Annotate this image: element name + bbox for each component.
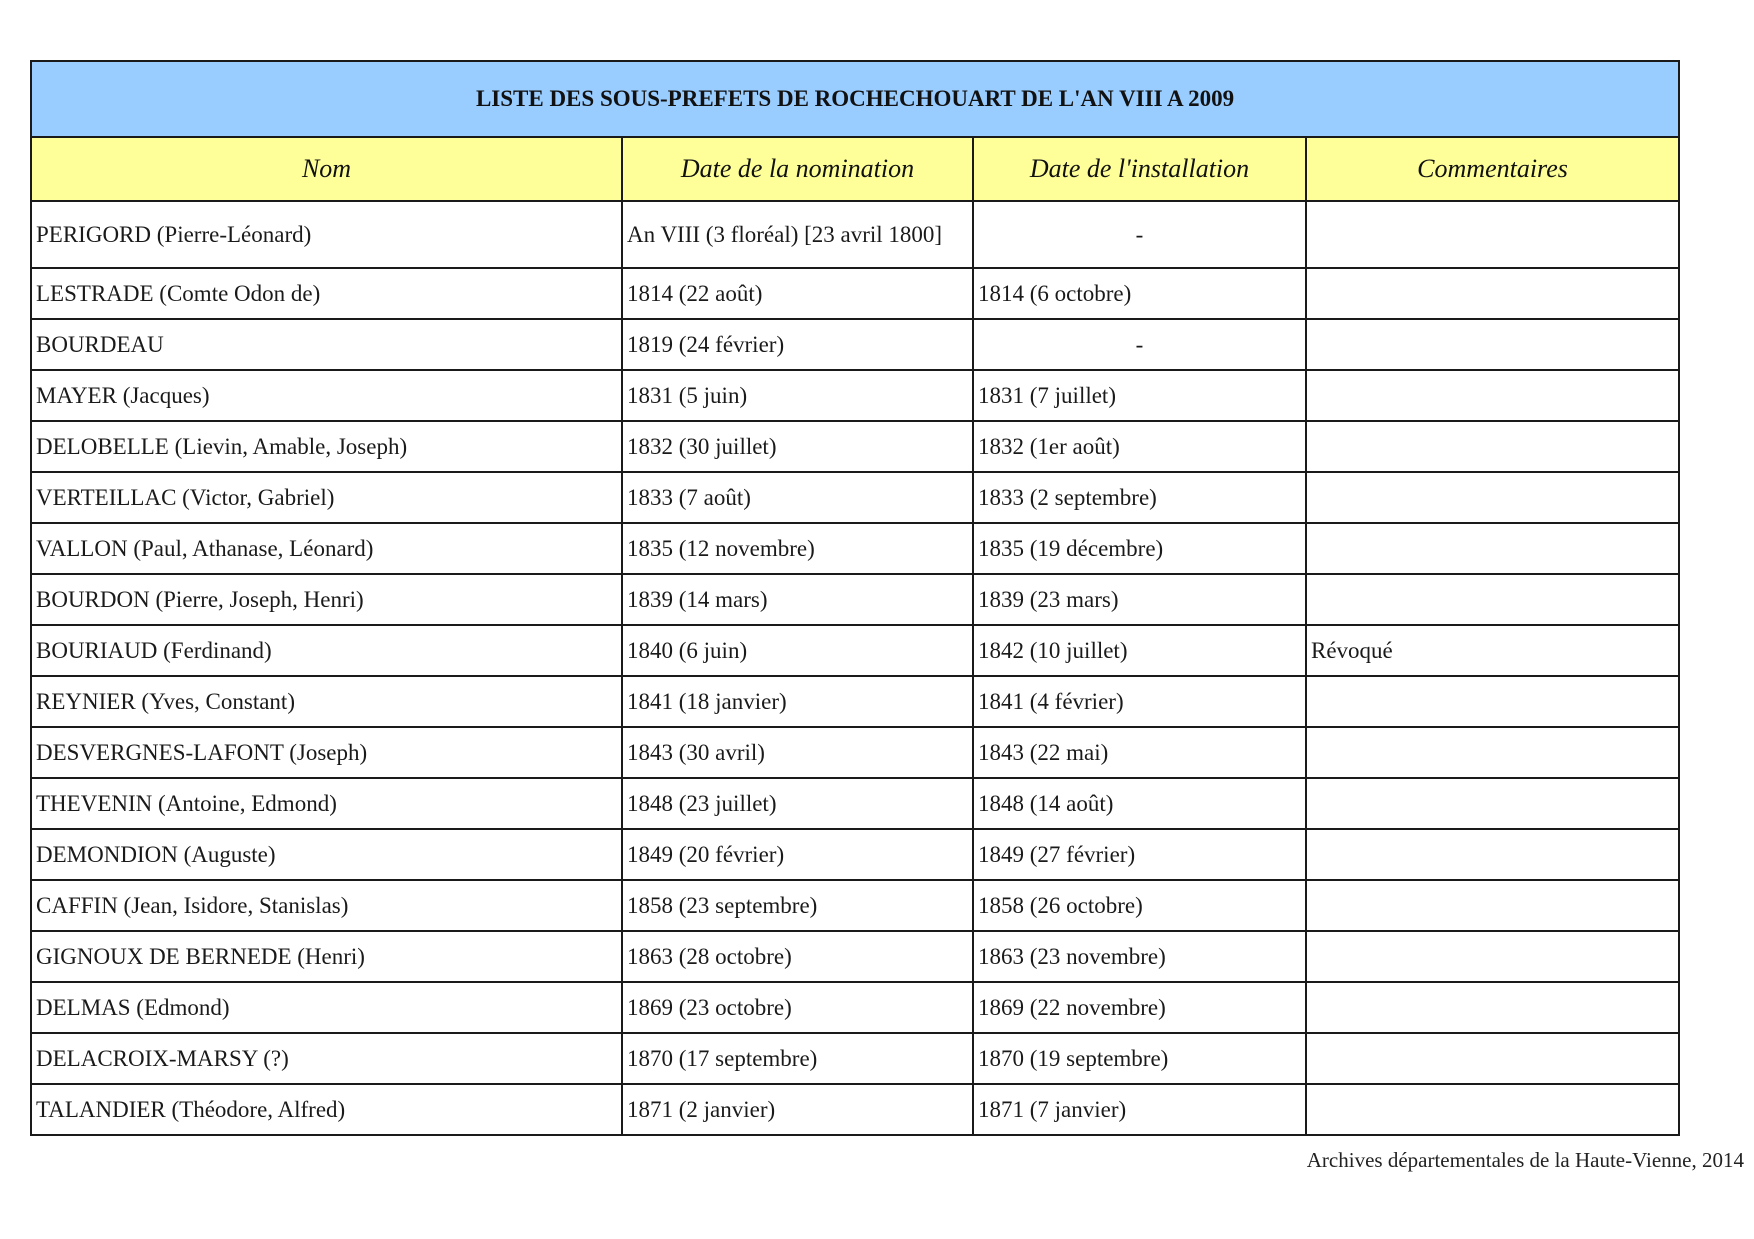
table-row xyxy=(31,676,1679,727)
table-row xyxy=(31,523,1679,574)
cell-commentaires xyxy=(1306,370,1679,421)
cell-nomination: 1869 (23 octobre) xyxy=(622,982,973,1033)
cell-commentaires xyxy=(1306,319,1679,370)
cell-commentaires xyxy=(1306,982,1679,1033)
prefects-table xyxy=(30,60,1680,1136)
cell-nom: BOURIAUD (Ferdinand) xyxy=(31,625,622,676)
table-row xyxy=(31,625,1679,676)
column-header-installation: Date de l'installation xyxy=(973,137,1306,201)
cell-installation: 1869 (22 novembre) xyxy=(973,982,1306,1033)
footer-source: Archives départementales de la Haute-Vienne, 2014 xyxy=(1306,1148,1744,1172)
cell-installation: 1833 (2 septembre) xyxy=(973,472,1306,523)
table-body xyxy=(31,201,1679,1135)
cell-installation: 1843 (22 mai) xyxy=(973,727,1306,778)
cell-commentaires xyxy=(1306,676,1679,727)
cell-nom: THEVENIN (Antoine, Edmond) xyxy=(31,778,622,829)
table-row xyxy=(31,1033,1679,1084)
column-header-nom: Nom xyxy=(31,137,622,201)
cell-commentaires xyxy=(1306,574,1679,625)
cell-nomination: 1814 (22 août) xyxy=(622,268,973,319)
cell-installation: 1870 (19 septembre) xyxy=(973,1033,1306,1084)
cell-nom: DELOBELLE (Lievin, Amable, Joseph) xyxy=(31,421,622,472)
table-row xyxy=(31,268,1679,319)
cell-nomination: An VIII (3 floréal) [23 avril 1800] xyxy=(622,201,973,268)
cell-nom: TALANDIER (Théodore, Alfred) xyxy=(31,1084,622,1135)
cell-installation: 1863 (23 novembre) xyxy=(973,931,1306,982)
cell-installation: 1841 (4 février) xyxy=(973,676,1306,727)
cell-commentaires xyxy=(1306,829,1679,880)
cell-nomination: 1833 (7 août) xyxy=(622,472,973,523)
cell-nom: CAFFIN (Jean, Isidore, Stanislas) xyxy=(31,880,622,931)
cell-nom: PERIGORD (Pierre-Léonard) xyxy=(31,201,622,268)
cell-installation: 1839 (23 mars) xyxy=(973,574,1306,625)
cell-installation: 1835 (19 décembre) xyxy=(973,523,1306,574)
cell-nom: DELMAS (Edmond) xyxy=(31,982,622,1033)
cell-commentaires xyxy=(1306,523,1679,574)
cell-nomination: 1849 (20 février) xyxy=(622,829,973,880)
table-row xyxy=(31,1084,1679,1135)
cell-commentaires xyxy=(1306,1033,1679,1084)
cell-nomination: 1871 (2 janvier) xyxy=(622,1084,973,1135)
cell-installation: 1842 (10 juillet) xyxy=(973,625,1306,676)
cell-nom: BOURDEAU xyxy=(31,319,622,370)
cell-commentaires xyxy=(1306,880,1679,931)
table-row xyxy=(31,829,1679,880)
table-title: LISTE DES SOUS-PREFETS DE ROCHECHOUART DE L'AN VIII A 2009 xyxy=(31,61,1679,137)
cell-nomination: 1848 (23 juillet) xyxy=(622,778,973,829)
table-row xyxy=(31,421,1679,472)
header-row xyxy=(31,137,1679,201)
cell-nomination: 1819 (24 février) xyxy=(622,319,973,370)
table-row xyxy=(31,472,1679,523)
cell-nomination: 1858 (23 septembre) xyxy=(622,880,973,931)
table-row xyxy=(31,778,1679,829)
cell-nom: LESTRADE (Comte Odon de) xyxy=(31,268,622,319)
cell-installation: 1831 (7 juillet) xyxy=(973,370,1306,421)
table-row xyxy=(31,370,1679,421)
cell-nom: VERTEILLAC (Victor, Gabriel) xyxy=(31,472,622,523)
column-header-commentaires: Commentaires xyxy=(1306,137,1679,201)
cell-nomination: 1832 (30 juillet) xyxy=(622,421,973,472)
cell-nomination: 1835 (12 novembre) xyxy=(622,523,973,574)
cell-nom: DELACROIX-MARSY (?) xyxy=(31,1033,622,1084)
cell-nomination: 1843 (30 avril) xyxy=(622,727,973,778)
cell-installation: 1832 (1er août) xyxy=(973,421,1306,472)
cell-nom: DEMONDION (Auguste) xyxy=(31,829,622,880)
cell-nomination: 1831 (5 juin) xyxy=(622,370,973,421)
cell-nomination: 1840 (6 juin) xyxy=(622,625,973,676)
cell-installation: - xyxy=(973,319,1306,370)
cell-nomination: 1839 (14 mars) xyxy=(622,574,973,625)
table-row xyxy=(31,574,1679,625)
cell-nom: DESVERGNES-LAFONT (Joseph) xyxy=(31,727,622,778)
cell-commentaires xyxy=(1306,778,1679,829)
cell-nom: GIGNOUX DE BERNEDE (Henri) xyxy=(31,931,622,982)
cell-nom: MAYER (Jacques) xyxy=(31,370,622,421)
cell-commentaires xyxy=(1306,931,1679,982)
cell-commentaires xyxy=(1306,472,1679,523)
cell-nomination: 1870 (17 septembre) xyxy=(622,1033,973,1084)
cell-installation: - xyxy=(973,201,1306,268)
cell-installation: 1871 (7 janvier) xyxy=(973,1084,1306,1135)
cell-commentaires xyxy=(1306,421,1679,472)
cell-commentaires xyxy=(1306,1084,1679,1135)
column-header-nomination: Date de la nomination xyxy=(622,137,973,201)
table-row xyxy=(31,727,1679,778)
cell-installation: 1858 (26 octobre) xyxy=(973,880,1306,931)
table-row xyxy=(31,880,1679,931)
cell-nom: VALLON (Paul, Athanase, Léonard) xyxy=(31,523,622,574)
cell-nomination: 1863 (28 octobre) xyxy=(622,931,973,982)
cell-installation: 1848 (14 août) xyxy=(973,778,1306,829)
cell-installation: 1849 (27 février) xyxy=(973,829,1306,880)
cell-commentaires xyxy=(1306,268,1679,319)
table-row xyxy=(31,982,1679,1033)
table-row xyxy=(31,931,1679,982)
table-row xyxy=(31,319,1679,370)
cell-installation: 1814 (6 octobre) xyxy=(973,268,1306,319)
cell-nomination: 1841 (18 janvier) xyxy=(622,676,973,727)
cell-commentaires xyxy=(1306,727,1679,778)
cell-commentaires xyxy=(1306,201,1679,268)
cell-commentaires: Révoqué xyxy=(1306,625,1679,676)
cell-nom: BOURDON (Pierre, Joseph, Henri) xyxy=(31,574,622,625)
table-row xyxy=(31,201,1679,268)
document-sheet xyxy=(30,60,1678,1136)
cell-nom: REYNIER (Yves, Constant) xyxy=(31,676,622,727)
